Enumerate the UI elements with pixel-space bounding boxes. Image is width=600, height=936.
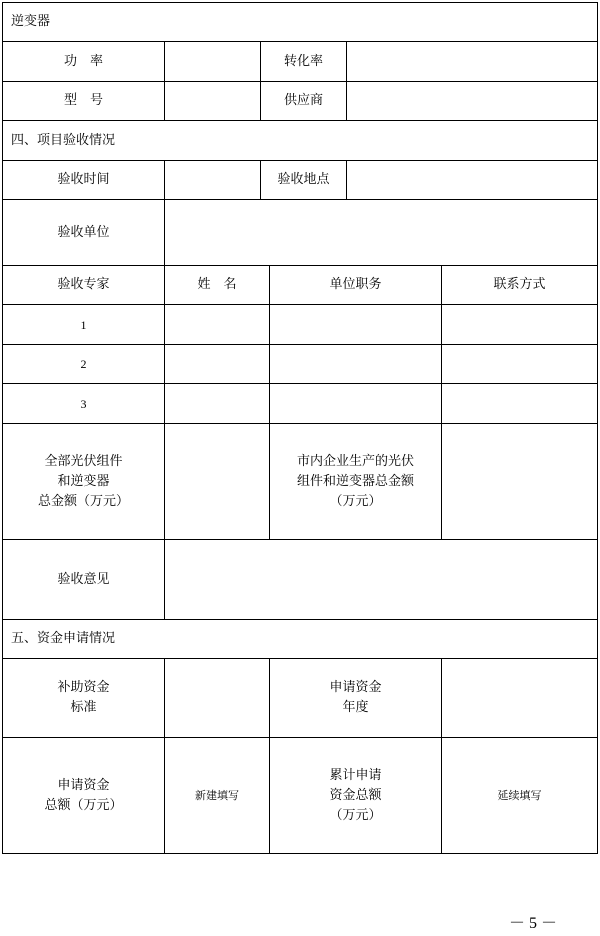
expert-position-cell[interactable] bbox=[270, 384, 442, 424]
expert-contact-cell[interactable] bbox=[442, 345, 598, 384]
cumulative-total-label: 累计申请 资金总额 （万元） bbox=[270, 738, 442, 854]
position-column-header: 单位职务 bbox=[270, 266, 442, 305]
funding-year-label: 申请资金 年度 bbox=[270, 659, 442, 738]
acceptance-location-value[interactable] bbox=[347, 161, 598, 200]
acceptance-location-label: 验收地点 bbox=[261, 161, 347, 200]
opinion-label: 验收意见 bbox=[3, 540, 165, 620]
supplier-label: 供应商 bbox=[261, 82, 347, 121]
continued-note[interactable]: 延续填写 bbox=[442, 738, 598, 854]
funding-standard-row bbox=[3, 659, 598, 738]
opinion-row bbox=[3, 540, 598, 620]
project-application-form bbox=[2, 2, 598, 854]
efficiency-label: 转化率 bbox=[261, 42, 347, 82]
acceptance-unit-label: 验收单位 bbox=[3, 200, 165, 266]
funding-section-row bbox=[3, 620, 598, 659]
local-amount-value[interactable] bbox=[442, 424, 598, 540]
inverter-section-title: 逆变器 bbox=[3, 3, 598, 42]
expert-row bbox=[3, 345, 598, 384]
expert-row bbox=[3, 305, 598, 345]
acceptance-time-label: 验收时间 bbox=[3, 161, 165, 200]
total-amount-label: 全部光伏组件 和逆变器 总金额（万元） bbox=[3, 424, 165, 540]
expert-name-cell[interactable] bbox=[165, 384, 270, 424]
page-number: － 5 － bbox=[508, 915, 557, 932]
inverter-power-row bbox=[3, 42, 598, 82]
acceptance-section-row bbox=[3, 121, 598, 161]
new-build-note[interactable]: 新建填写 bbox=[165, 738, 270, 854]
expert-name-cell[interactable] bbox=[165, 305, 270, 345]
acceptance-unit-row bbox=[3, 200, 598, 266]
contact-column-header: 联系方式 bbox=[442, 266, 598, 305]
expert-row-number: 3 bbox=[3, 384, 165, 424]
funding-standard-label: 补助资金 标准 bbox=[3, 659, 165, 738]
model-value[interactable] bbox=[165, 82, 261, 121]
funding-section-title: 五、资金申请情况 bbox=[3, 620, 598, 659]
expert-contact-cell[interactable] bbox=[442, 384, 598, 424]
expert-position-cell[interactable] bbox=[270, 305, 442, 345]
acceptance-unit-value[interactable] bbox=[165, 200, 598, 266]
experts-header-row bbox=[3, 266, 598, 305]
inverter-section-row bbox=[3, 3, 598, 42]
expert-row-number: 1 bbox=[3, 305, 165, 345]
power-label: 功 率 bbox=[3, 42, 165, 82]
local-amount-label: 市内企业生产的光伏 组件和逆变器总金额 （万元） bbox=[270, 424, 442, 540]
funding-total-label: 申请资金 总额（万元） bbox=[3, 738, 165, 854]
expert-row-number: 2 bbox=[3, 345, 165, 384]
efficiency-value[interactable] bbox=[347, 42, 598, 82]
acceptance-time-row bbox=[3, 161, 598, 200]
expert-row bbox=[3, 384, 598, 424]
acceptance-section-title: 四、项目验收情况 bbox=[3, 121, 598, 161]
inverter-model-row bbox=[3, 82, 598, 121]
expert-position-cell[interactable] bbox=[270, 345, 442, 384]
total-amount-row bbox=[3, 424, 598, 540]
total-amount-value[interactable] bbox=[165, 424, 270, 540]
name-column-header: 姓 名 bbox=[165, 266, 270, 305]
expert-name-cell[interactable] bbox=[165, 345, 270, 384]
funding-standard-value[interactable] bbox=[165, 659, 270, 738]
funding-total-row bbox=[3, 738, 598, 854]
supplier-value[interactable] bbox=[347, 82, 598, 121]
expert-contact-cell[interactable] bbox=[442, 305, 598, 345]
experts-label: 验收专家 bbox=[3, 266, 165, 305]
model-label: 型 号 bbox=[3, 82, 165, 121]
funding-year-value[interactable] bbox=[442, 659, 598, 738]
opinion-value[interactable] bbox=[165, 540, 598, 620]
power-value[interactable] bbox=[165, 42, 261, 82]
acceptance-time-value[interactable] bbox=[165, 161, 261, 200]
